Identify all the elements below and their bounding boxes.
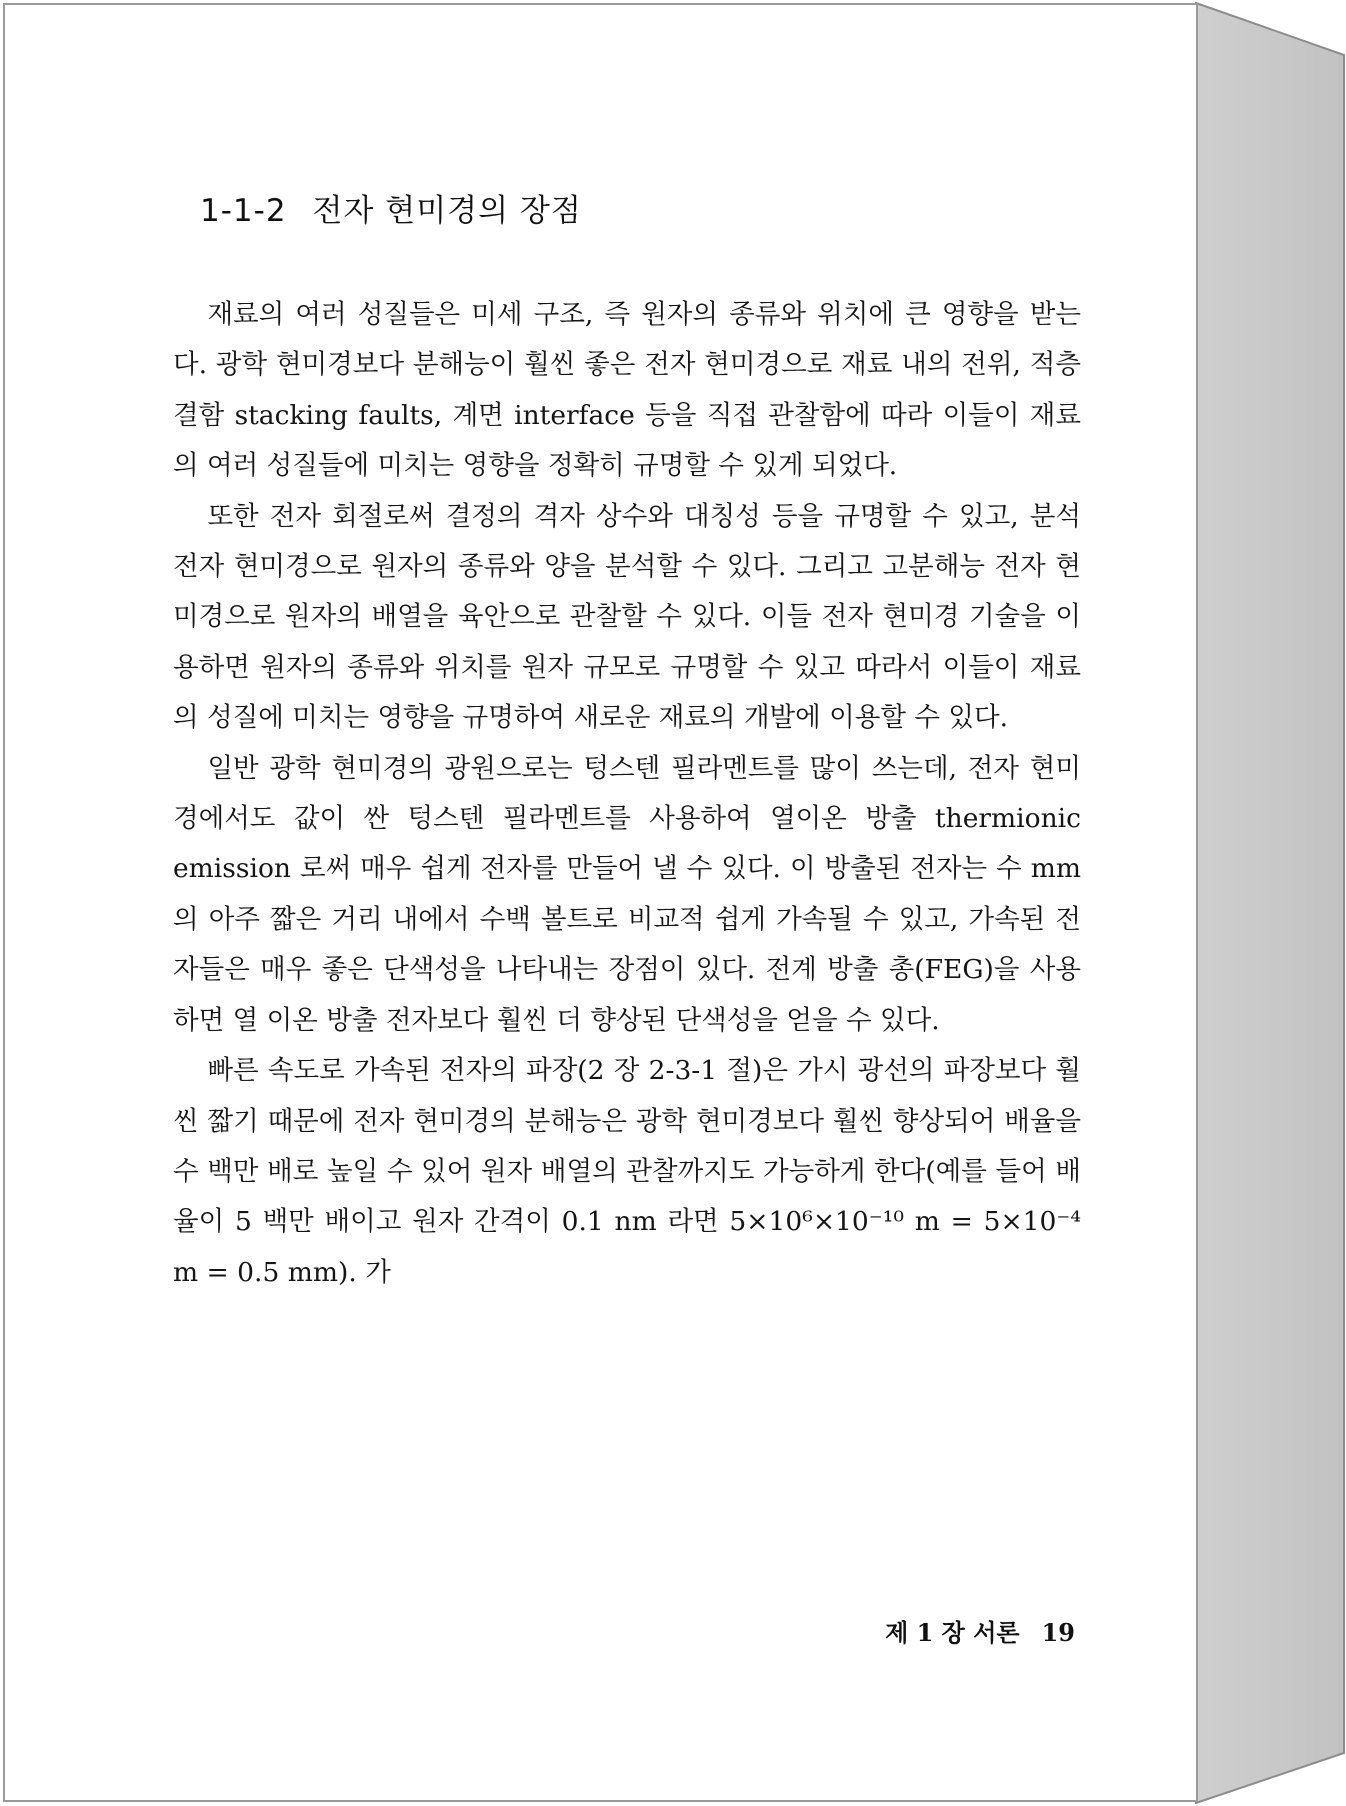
page-number: 19: [1041, 1618, 1075, 1647]
paragraph: 빠른 속도로 가속된 전자의 파장(2 장 2-3-1 절)은 가시 광선의 파장보다 훨씬 짧기 때문에 전자 현미경의 분해능은 광학 현미경보다 훨씬 향상되어 배율을 수 백만 배로 높일 수 있어 원자 배열의 관찰까지도 가능하게 한다(예를 들어 배율이 5 백만 배이고 원자 간격이 0.1 nm 라면 5×10⁶×10⁻¹⁰ m = 5×10⁻⁴ m = 0.5 mm). 가: [173, 1055, 1081, 1288]
paragraph: 일반 광학 현미경의 광원으로는 텅스텐 필라멘트를 많이 쓰는데, 전자 현미경에서도 값이 싼 텅스텐 필라멘트를 사용하여 열이온 방출 thermionic emission 로써 매우 쉽게 전자를 만들어 낼 수 있다. 이 방출된 전자는 수 mm 의 아주 짧은 거리 내에서 수백 볼트로 비교적 쉽게 가속될 수 있고, 가속된 전자들은 매우 좋은 단색성을 나타내는 장점이 있다. 전계 방출 총(FEG)을 사용하면 열 이온 방출 전자보다 훨씬 더 향상된 단색성을 얻을 수 있다.: [173, 752, 1081, 1036]
section-title: 전자 현미경의 장점: [312, 193, 582, 229]
section-heading: [200, 185, 582, 230]
page-footer: [853, 1613, 1075, 1648]
paragraph: 재료의 여러 성질들은 미세 구조, 즉 원자의 종류와 위치에 큰 영향을 받는다. 광학 현미경보다 분해능이 훨씬 좋은 전자 현미경으로 재료 내의 전위, 적층 결함 stacking faults, 계면 interface 등을 직접 관찰함에 따라 이들이 재료의 여러 성질들에 미치는 영향을 정확히 규명할 수 있게 되었다.: [173, 299, 1081, 482]
body-text: [173, 290, 1081, 1298]
book-page: [3, 3, 1198, 1802]
section-number: 1-1-2: [200, 193, 287, 229]
chapter-label: 제 1 장 서론: [885, 1618, 1020, 1647]
paragraph: 또한 전자 회절로써 결정의 격자 상수와 대칭성 등을 규명할 수 있고, 분석 전자 현미경으로 원자의 종류와 양을 분석할 수 있다. 그리고 고분해능 전자 현미경으로 원자의 배열을 육안으로 관찰할 수 있다. 이들 전자 현미경 기술을 이용하면 원자의 종류와 위치를 원자 규모로 규명할 수 있고 따라서 이들이 재료의 성질에 미치는 영향을 규명하여 새로운 재료의 개발에 이용할 수 있다.: [173, 500, 1081, 734]
